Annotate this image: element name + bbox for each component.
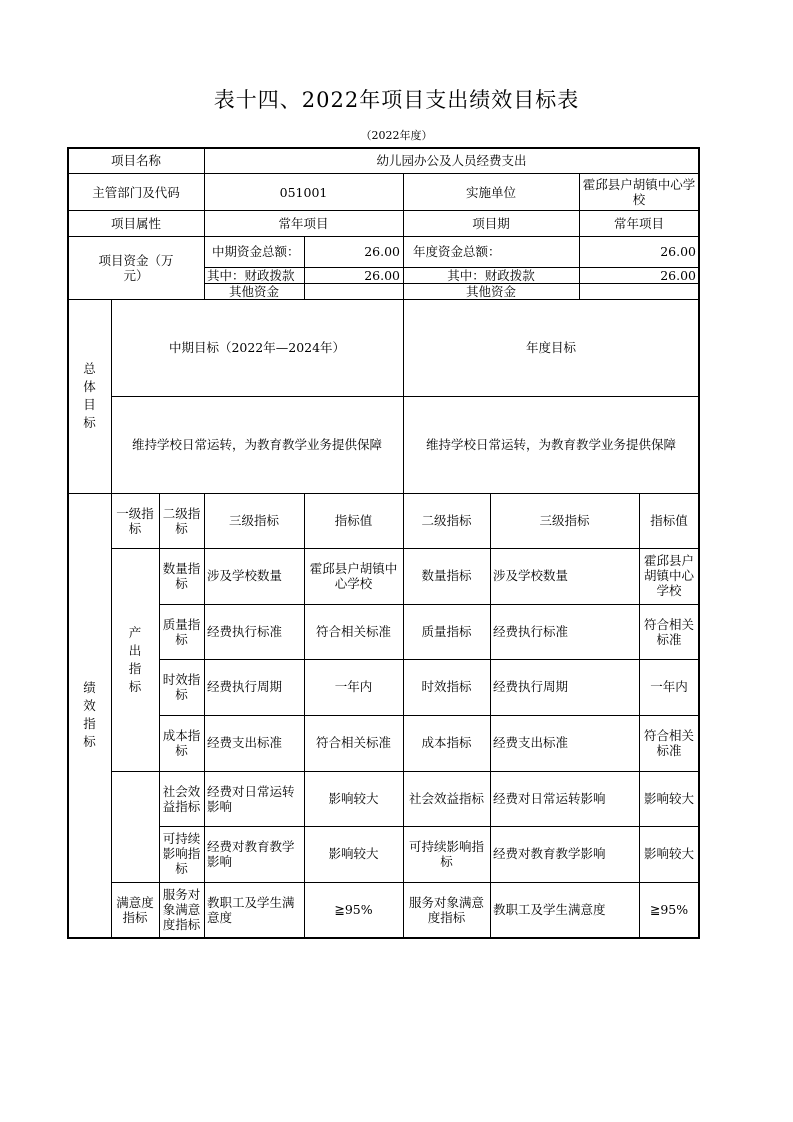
border-left [67,147,69,938]
vline [579,173,580,299]
indicator-value: 霍邱县户胡镇中心学校 [309,560,398,591]
mid-goal-text: 维持学校日常运转，为教育教学业务提供保障 [131,437,382,452]
project-name-value: 幼儿园办公及人员经费支出 [376,153,527,168]
period-label: 项目期 [472,216,510,231]
indicator-l2: 数量指标 [162,560,201,591]
indicator-value-annual: ≧95% [649,902,689,917]
indicator-value: 符合相关标准 [315,624,391,639]
indicator-value-annual: 符合相关标准 [643,727,694,758]
funds-label: 项目资金（万元） [98,252,174,283]
border-bottom [67,937,700,939]
vline [639,493,640,937]
indicator-l2-annual: 数量指标 [421,568,472,583]
hline [68,173,699,174]
project-name-label: 项目名称 [110,153,161,168]
vline [304,493,305,937]
mid-total-label: 中期资金总额： [212,244,300,259]
indicator-l2-annual: 社会效益指标 [408,791,484,806]
annual-goal-header: 年度目标 [525,340,576,355]
hline [159,604,699,605]
vline [403,173,404,299]
vline [111,299,112,937]
hline [68,493,699,494]
hline [111,396,699,397]
indicator-l3: 教职工及学生满意度 [207,894,295,925]
vline [490,493,491,937]
indicator-l2: 可持续影响指标 [162,831,201,876]
indicator-l2: 质量指标 [162,616,201,647]
indicator-value-annual: 影响较大 [643,846,694,861]
indicator-value-annual: 影响较大 [643,791,694,806]
indicator-l2: 时效指标 [162,671,201,702]
indicator-l3-annual: 经费支出标准 [493,735,569,750]
indicator-l2-annual: 服务对象满意度指标 [408,894,484,925]
indicator-l2: 成本指标 [162,727,201,758]
indicator-value: 影响较大 [328,791,379,806]
mid-other-value [304,283,403,299]
indicator-l3: 经费对教育教学影响 [207,838,295,869]
output-indicator-label: 产出指标 [128,624,142,694]
dept-label: 主管部门及代码 [92,184,180,200]
hline [111,548,699,549]
indicator-l2-annual: 成本指标 [421,735,472,750]
benefit-indicator-label [111,771,159,882]
indicator-l3-annual: 经费执行标准 [493,624,569,639]
indicator-value: ≧95% [334,902,373,917]
satisfaction-indicator-label: 满意度指标 [116,894,154,925]
indicator-l3-annual: 经费执行周期 [493,679,569,694]
vline [403,299,404,937]
annual-other-label: 其他资金 [465,283,516,299]
border-right [698,147,700,938]
annual-other-value [579,283,699,299]
indicator-value-annual: 霍邱县户胡镇中心学校 [643,553,694,598]
annual-fiscal-label: 其中：财政拨款 [447,267,535,283]
indicator-l2-annual: 质量指标 [421,624,472,639]
hline [159,826,699,827]
indicator-l3-annual: 涉及学校数量 [493,568,569,583]
indicator-l3: 经费支出标准 [207,735,283,750]
vline [204,148,205,299]
annual-total-value: 26.00 [660,244,696,259]
page-subtitle: （2022年度） [360,129,433,142]
hline [204,267,699,268]
indicator-l2: 社会效益指标 [162,783,201,814]
mid-total-value: 26.00 [364,244,400,259]
indicator-l3: 经费对日常运转影响 [207,783,295,814]
indicator-l2-annual: 时效指标 [421,679,472,694]
perf-label: 绩效指标 [83,680,96,749]
indicator-value: 符合相关标准 [315,735,391,750]
annual-total-label: 年度资金总额： [413,244,501,259]
header-l3-annual: 三级指标 [539,513,590,528]
vline [304,236,305,299]
impl-unit-value: 霍邱县户胡镇中心学校 [582,177,696,207]
annual-goal-text: 维持学校日常运转，为教育教学业务提供保障 [425,437,676,452]
header-value-annual: 指标值 [650,513,688,528]
annual-fiscal-value: 26.00 [660,267,696,283]
hline [159,659,699,660]
period-value: 常年项目 [613,216,664,231]
mid-fiscal-value: 26.00 [364,267,400,283]
hline [111,771,699,772]
indicator-l3: 经费执行标准 [207,624,283,639]
indicator-l3-annual: 经费对日常运转影响 [493,791,606,806]
hline [159,715,699,716]
hline [111,882,699,883]
indicator-l3-annual: 经费对教育教学影响 [493,846,606,861]
indicator-l3: 经费执行周期 [207,679,283,694]
indicator-l3-annual: 教职工及学生满意度 [493,902,606,917]
attr-value: 常年项目 [278,216,329,231]
hline [68,299,699,300]
hline [204,283,699,284]
hline [68,210,699,211]
mid-fiscal-label: 其中：财政拨款 [207,267,295,283]
header-l2-annual: 二级指标 [421,513,472,528]
indicator-value: 一年内 [334,679,373,694]
header-l1: 一级指标 [116,505,154,536]
vline [204,493,205,937]
vline [159,493,160,937]
attr-label: 项目属性 [110,216,161,231]
indicator-value: 影响较大 [328,846,379,861]
page-title: 表十四、2022年项目支出绩效目标表 [213,88,580,112]
indicator-value-annual: 符合相关标准 [643,616,694,647]
impl-unit-label: 实施单位 [465,184,516,200]
overall-goal-label: 总体目标 [83,361,96,430]
mid-goal-header: 中期目标（2022年—2024年） [168,340,346,355]
indicator-l2-annual: 可持续影响指标 [408,838,484,869]
mid-other-label: 其他资金 [228,283,279,299]
hline [68,236,699,237]
indicator-value-annual: 一年内 [650,679,688,694]
dept-code: 051001 [279,184,328,200]
header-l3: 三级指标 [228,513,279,528]
header-l2: 二级指标 [162,505,201,536]
border-top [67,147,700,149]
indicator-l3: 涉及学校数量 [207,568,283,583]
header-value: 指标值 [334,513,373,528]
indicator-l2: 服务对象满意度指标 [162,887,201,932]
